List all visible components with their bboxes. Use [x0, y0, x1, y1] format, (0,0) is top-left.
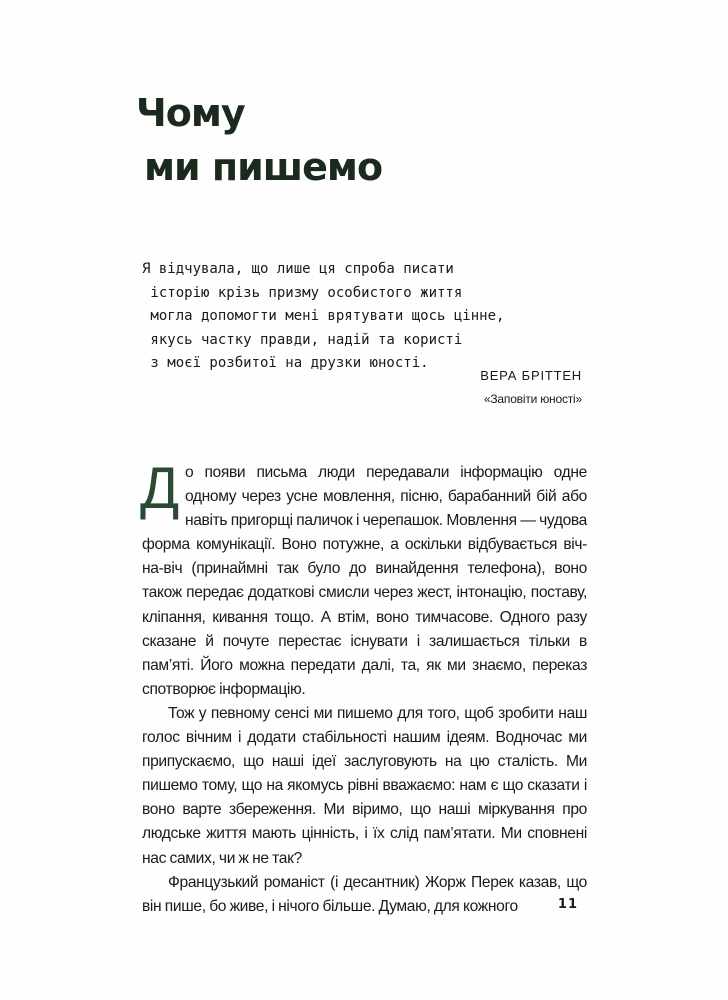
epigraph-author: ВЕРА БРІТТЕН	[480, 368, 582, 383]
epigraph-source-work: «Заповіти юності»	[483, 392, 582, 406]
epigraph-quote: Я відчувала, що лише ця спроба писати історію крізь призму особистого життя могла допомогти мені врятувати щось цінне, якусь частку правди, надій та користі з моєї розбитої на друзки юності.	[142, 261, 505, 371]
paragraph-1	[140, 456, 587, 702]
chapter-title-line-1: Чому	[136, 91, 245, 135]
paragraph-2: Тож у певному сенсі ми пишемо для того, щоб зробити наш голос вічним і додати стабільності нашим ідеям. Водночас ми припускаємо, що наші ідеї заслуговують на цю сталість. Ми пишемо тому, що на якомусь рівні вважаємо: нам є що сказати і воно варте збереження. Ми віримо, що наші міркування про людське життя мають цінність, і їх слід пам’ятати. Ми сповнені нас самих, чи ж не так?	[142, 704, 587, 867]
paragraph-1-text: о появи письма люди передавали інформацію одне одному через усне мовлення, пісню, барабанний бій або навіть пригорщі паличок і черепашок. Мовлення — чудова форма комунікації. Воно потужне, а оскільки відбувається віч-на-віч (принаймні так було до винайдення телефона), воно також передає додаткові смисли через жест, інтонацію, поставу, кліпання, кивання тощо. А втім, воно тимчасове. Одного разу сказане й почуте перестає існувати і залишається тільки в пам’яті. Його можна передати далі, та, як ми знаємо, переказ спотворює інформацію.	[142, 464, 587, 698]
page-number: 11	[557, 897, 578, 912]
body-text	[140, 456, 587, 919]
chapter-title	[136, 86, 382, 194]
chapter-title-line-2: ми пишемо	[144, 145, 383, 189]
drop-cap: Д	[140, 456, 179, 521]
paragraph-3: Французький романіст (і десантник) Жорж Перек казав, що він пише, бо живе, і нічого більше. Думаю, для кожного	[142, 873, 587, 915]
